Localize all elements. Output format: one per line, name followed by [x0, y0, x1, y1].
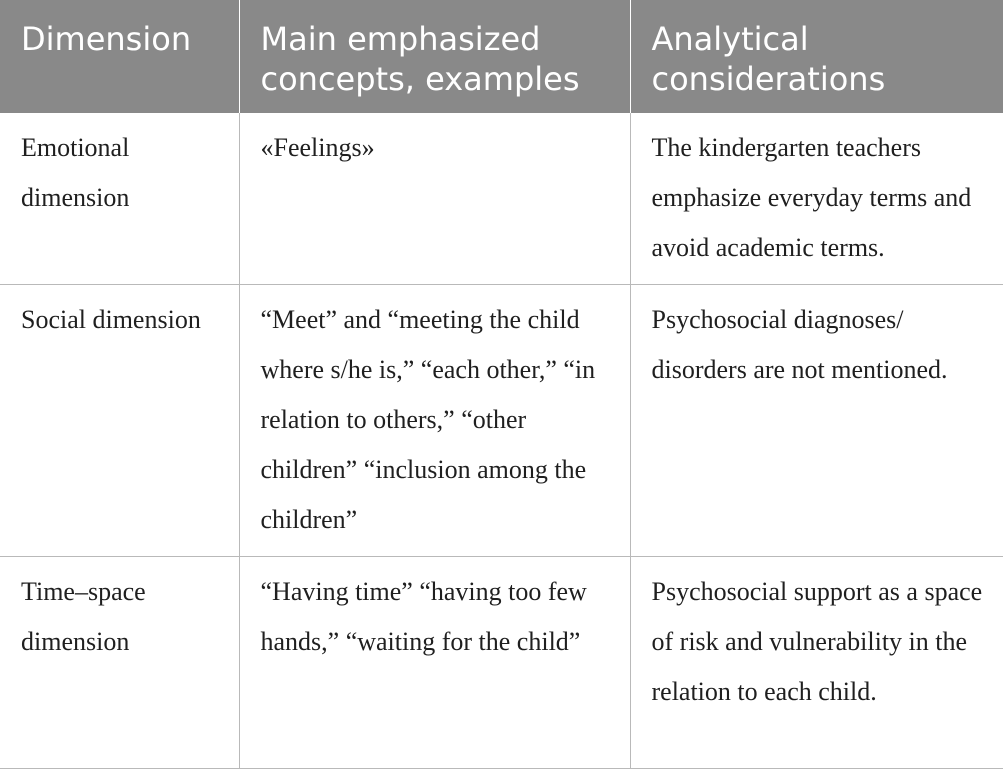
header-row	[0, 0, 1003, 113]
cell-dimension: Emotional dimension	[0, 113, 239, 285]
header-dimension: Dimension	[0, 0, 239, 113]
table-row	[0, 113, 1003, 285]
cell-considerations: Psychosocial diagnoses/ disorders are not mentioned.	[630, 285, 1003, 557]
cell-concepts: “Meet” and “meeting the child where s/he is,” “each other,” “in relation to others,” “other children” “inclusion among the children”	[239, 285, 630, 557]
table-row	[0, 285, 1003, 557]
table-row	[0, 557, 1003, 769]
header-analytical-considerations: Analytical considerations	[630, 0, 1003, 113]
cell-dimension: Time–space dimension	[0, 557, 239, 769]
table-header	[0, 0, 1003, 113]
cell-concepts: “Having time” “having too few hands,” “waiting for the child”	[239, 557, 630, 769]
cell-concepts: «Feelings»	[239, 113, 630, 285]
header-main-concepts: Main emphasized concepts, examples	[239, 0, 630, 113]
cell-considerations: Psychosocial support as a space of risk and vulnerability in the relation to each child.	[630, 557, 1003, 769]
cell-considerations: The kindergarten teachers emphasize everyday terms and avoid academic terms.	[630, 113, 1003, 285]
table-body	[0, 113, 1003, 769]
cell-dimension: Social dimension	[0, 285, 239, 557]
